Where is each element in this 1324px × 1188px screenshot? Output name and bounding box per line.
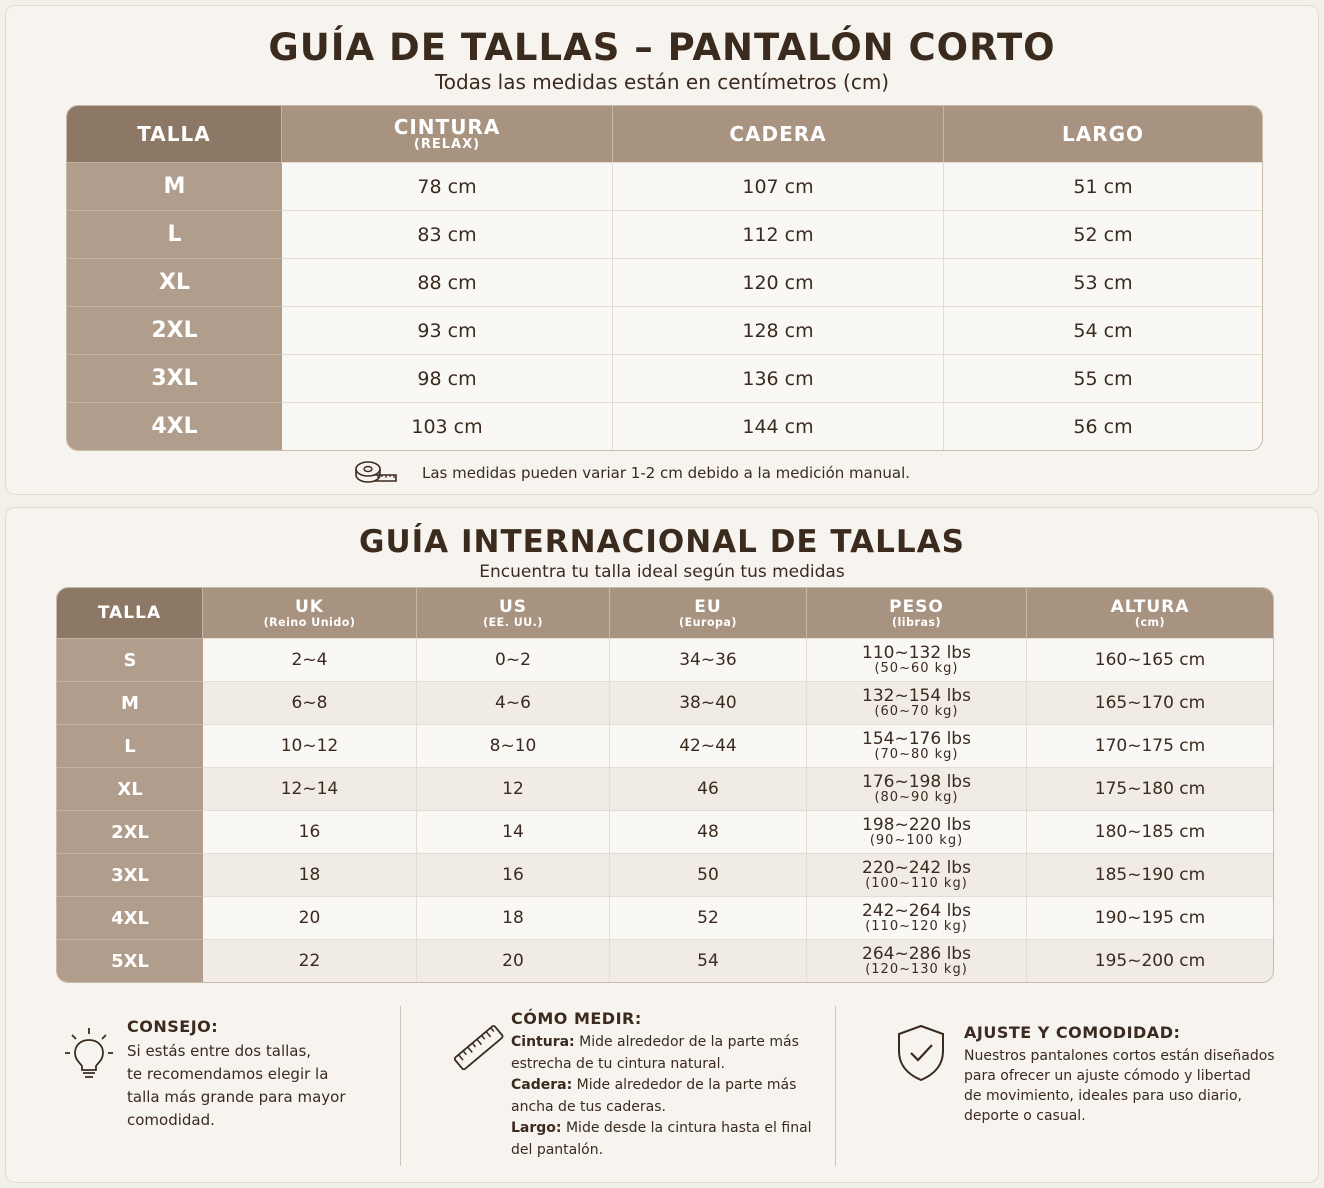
peso-cell	[807, 681, 1027, 724]
cadera-cell: 128 cm	[613, 306, 944, 354]
tips-section	[6, 998, 1318, 1178]
peso-cell	[807, 896, 1027, 939]
peso-kg: (80~90 kg)	[874, 790, 959, 806]
peso-lbs: 264~286 lbs	[862, 943, 971, 964]
us-cell: 20	[417, 939, 610, 982]
uk-cell: 18	[203, 853, 417, 896]
peso-kg: (110~120 kg)	[865, 919, 968, 935]
cintura-cell: 83 cm	[282, 210, 613, 258]
header-peso	[807, 588, 1027, 638]
peso-kg: (70~80 kg)	[874, 747, 959, 763]
como-medir-title: CÓMO MEDIR:	[511, 1009, 642, 1028]
eu-cell: 42~44	[610, 724, 807, 767]
us-cell: 4~6	[417, 681, 610, 724]
header-altura	[1027, 588, 1273, 638]
peso-lbs: 154~176 lbs	[862, 728, 971, 749]
header-cintura-sub: (RELAX)	[413, 136, 481, 152]
cintura-cell: 88 cm	[282, 258, 613, 306]
ajuste-line: de movimiento, ideales para uso diario,	[964, 1088, 1242, 1104]
peso-kg: (120~130 kg)	[865, 962, 968, 978]
lightbulb-icon	[64, 1026, 114, 1084]
eu-cell: 50	[610, 853, 807, 896]
measurement-note-text: Las medidas pueden variar 1-2 cm debido a la medición manual.	[422, 464, 910, 482]
table-row	[57, 638, 1273, 681]
table-header-row	[57, 588, 1273, 638]
header-peso-label: PESO	[889, 596, 944, 617]
cintura-instruction: Mide alrededor de la parte más	[579, 1034, 799, 1050]
eu-cell: 38~40	[610, 681, 807, 724]
table-header-row	[67, 106, 1262, 162]
largo-cell: 54 cm	[944, 306, 1262, 354]
largo-cell: 52 cm	[944, 210, 1262, 258]
size-cell: 2XL	[67, 306, 282, 354]
cintura-cell: 98 cm	[282, 354, 613, 402]
header-uk-sub: (Reino Unido)	[263, 615, 356, 629]
table-row	[67, 210, 1262, 258]
peso-cell	[807, 853, 1027, 896]
short-size-table	[66, 105, 1263, 451]
us-cell: 16	[417, 853, 610, 896]
peso-lbs: 176~198 lbs	[862, 771, 971, 792]
us-cell: 0~2	[417, 638, 610, 681]
size-cell: M	[67, 162, 282, 210]
tips-divider	[835, 1006, 836, 1166]
size-guide-subtitle: Todas las medidas están en centímetros (cm)	[434, 70, 890, 94]
peso-kg: (90~100 kg)	[869, 833, 964, 849]
header-us	[417, 588, 610, 638]
consejo-line: comodidad.	[127, 1111, 215, 1129]
eu-cell: 48	[610, 810, 807, 853]
peso-lbs: 242~264 lbs	[862, 900, 971, 921]
cintura-cell: 93 cm	[282, 306, 613, 354]
uk-cell: 22	[203, 939, 417, 982]
cadera-cell: 120 cm	[613, 258, 944, 306]
header-talla: TALLA	[67, 106, 282, 162]
eu-cell: 46	[610, 767, 807, 810]
header-altura-label: ALTURA	[1110, 596, 1190, 617]
ajuste-line: para ofrecer un ajuste cómodo y libertad	[964, 1068, 1251, 1084]
table-row	[57, 939, 1273, 982]
us-cell: 18	[417, 896, 610, 939]
consejo-line: te recomendamos elegir la	[127, 1065, 329, 1083]
largo-cell: 56 cm	[944, 402, 1262, 450]
como-medir-text	[511, 1032, 812, 1161]
us-cell: 14	[417, 810, 610, 853]
cadera-instruction-2: ancha de tus caderas.	[511, 1098, 666, 1115]
cadera-cell: 136 cm	[613, 354, 944, 402]
us-cell: 8~10	[417, 724, 610, 767]
largo-cell: 51 cm	[944, 162, 1262, 210]
size-cell: S	[57, 638, 203, 681]
header-cintura	[282, 106, 613, 162]
cintura-cell: 78 cm	[282, 162, 613, 210]
ruler-icon	[451, 1020, 507, 1080]
table-row	[57, 724, 1273, 767]
peso-lbs: 220~242 lbs	[862, 857, 971, 878]
tape-measure-icon	[354, 459, 398, 487]
table-row	[57, 896, 1273, 939]
header-us-label: US	[498, 596, 528, 617]
uk-cell: 20	[203, 896, 417, 939]
international-guide-subtitle: Encuentra tu talla ideal según tus medidas	[479, 562, 845, 582]
altura-cell: 185~190 cm	[1027, 853, 1273, 896]
cadera-cell: 107 cm	[613, 162, 944, 210]
header-eu	[610, 588, 807, 638]
consejo-line: talla más grande para mayor	[127, 1088, 346, 1106]
size-cell: 5XL	[57, 939, 203, 982]
altura-cell: 160~165 cm	[1027, 638, 1273, 681]
cintura-label: Cintura:	[511, 1034, 575, 1050]
peso-kg: (50~60 kg)	[874, 661, 959, 677]
peso-cell	[807, 724, 1027, 767]
us-cell: 12	[417, 767, 610, 810]
table-row	[57, 767, 1273, 810]
peso-lbs: 110~132 lbs	[862, 642, 971, 663]
largo-cell: 53 cm	[944, 258, 1262, 306]
header-altura-sub: (cm)	[1134, 615, 1166, 629]
international-size-table	[56, 587, 1274, 983]
size-cell: 4XL	[57, 896, 203, 939]
peso-cell	[807, 810, 1027, 853]
altura-cell: 190~195 cm	[1027, 896, 1273, 939]
size-cell: XL	[67, 258, 282, 306]
header-us-sub: (EE. UU.)	[483, 615, 543, 629]
uk-cell: 16	[203, 810, 417, 853]
cadera-label: Cadera:	[511, 1077, 573, 1093]
table-row	[67, 162, 1262, 210]
header-eu-label: EU	[694, 596, 722, 617]
peso-lbs: 198~220 lbs	[862, 814, 971, 835]
tips-divider	[400, 1006, 401, 1166]
peso-kg: (100~110 kg)	[865, 876, 968, 892]
table-row	[57, 810, 1273, 853]
size-cell: 4XL	[67, 402, 282, 450]
size-cell: M	[57, 681, 203, 724]
eu-cell: 54	[610, 939, 807, 982]
table-row	[67, 258, 1262, 306]
uk-cell: 2~4	[203, 638, 417, 681]
cintura-cell: 103 cm	[282, 402, 613, 450]
peso-cell	[807, 767, 1027, 810]
cadera-cell: 144 cm	[613, 402, 944, 450]
header-cadera: CADERA	[613, 106, 944, 162]
table-row	[67, 402, 1262, 450]
table-row	[67, 306, 1262, 354]
size-cell: 2XL	[57, 810, 203, 853]
header-uk	[203, 588, 417, 638]
international-size-guide-card	[5, 507, 1319, 1183]
shield-check-icon	[895, 1023, 947, 1087]
table-row	[67, 354, 1262, 402]
cadera-cell: 112 cm	[613, 210, 944, 258]
largo-label: Largo:	[511, 1120, 562, 1136]
cintura-instruction-2: estrecha de tu cintura natural.	[511, 1055, 725, 1072]
consejo-line: Si estás entre dos tallas,	[127, 1042, 312, 1060]
size-cell: 3XL	[67, 354, 282, 402]
ajuste-title: AJUSTE Y COMODIDAD:	[964, 1023, 1181, 1042]
largo-instruction: Mide desde la cintura hasta el final	[565, 1120, 812, 1136]
largo-cell: 55 cm	[944, 354, 1262, 402]
size-cell: 3XL	[57, 853, 203, 896]
eu-cell: 52	[610, 896, 807, 939]
size-guide-title: GUÍA DE TALLAS – PANTALÓN CORTO	[268, 26, 1056, 69]
international-guide-title: GUÍA INTERNACIONAL DE TALLAS	[359, 524, 965, 560]
uk-cell: 10~12	[203, 724, 417, 767]
header-cintura-label: CINTURA	[393, 114, 501, 139]
size-cell: L	[57, 724, 203, 767]
measurement-note	[354, 459, 910, 487]
ajuste-line: deporte o casual.	[964, 1108, 1086, 1124]
altura-cell: 170~175 cm	[1027, 724, 1273, 767]
uk-cell: 6~8	[203, 681, 417, 724]
cadera-instruction: Mide alrededor de la parte más	[576, 1077, 797, 1093]
header-talla: TALLA	[57, 588, 203, 638]
table-row	[57, 853, 1273, 896]
ajuste-line: Nuestros pantalones cortos están diseñados	[964, 1048, 1275, 1064]
table-row	[57, 681, 1273, 724]
altura-cell: 195~200 cm	[1027, 939, 1273, 982]
short-size-guide-card	[5, 5, 1319, 495]
size-cell: XL	[57, 767, 203, 810]
header-eu-sub: (Europa)	[679, 615, 737, 629]
altura-cell: 180~185 cm	[1027, 810, 1273, 853]
peso-lbs: 132~154 lbs	[862, 685, 971, 706]
altura-cell: 165~170 cm	[1027, 681, 1273, 724]
uk-cell: 12~14	[203, 767, 417, 810]
header-peso-sub: (libras)	[891, 615, 942, 629]
peso-cell	[807, 638, 1027, 681]
altura-cell: 175~180 cm	[1027, 767, 1273, 810]
eu-cell: 34~36	[610, 638, 807, 681]
header-largo: LARGO	[944, 106, 1262, 162]
consejo-text	[127, 1040, 346, 1132]
header-uk-label: UK	[295, 596, 324, 617]
largo-instruction-2: del pantalón.	[511, 1141, 604, 1158]
consejo-title: CONSEJO:	[127, 1017, 219, 1036]
size-cell: L	[67, 210, 282, 258]
peso-cell	[807, 939, 1027, 982]
ajuste-text	[964, 1046, 1275, 1126]
peso-kg: (60~70 kg)	[874, 704, 959, 720]
